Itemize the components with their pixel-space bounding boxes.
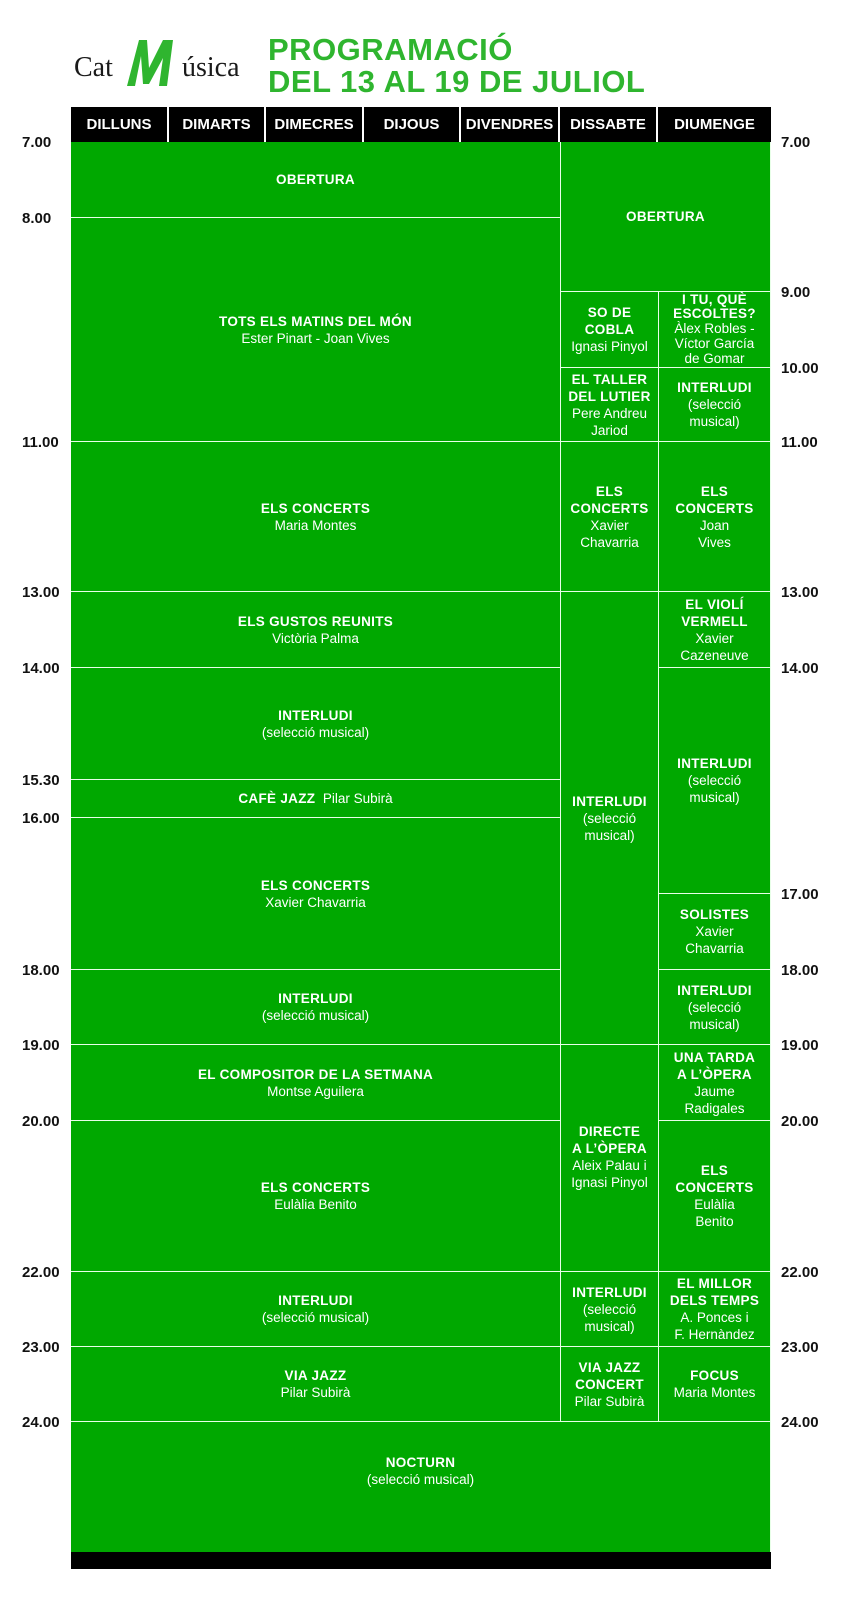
program-interludi-night [71, 1272, 561, 1347]
day-header-tuesday: DIMARTS [169, 107, 266, 142]
time-label-left: 11.00 [22, 434, 59, 451]
time-label-right: 24.00 [781, 1414, 819, 1431]
time-label-left: 18.00 [22, 962, 60, 979]
program-via-jazz-concert [561, 1347, 659, 1422]
program-host: (selecció musical) [687, 773, 742, 805]
time-label-left: 23.00 [22, 1339, 60, 1356]
logo-m-mark-icon [123, 32, 185, 92]
time-label-right: 14.00 [781, 660, 819, 677]
program-host: Eulàlia Benito [694, 1197, 735, 1229]
program-host: Aleix Palau i Ignasi Pinyol [571, 1158, 648, 1190]
day-header-thursday: DIJOUS [364, 107, 461, 142]
program-title: INTERLUDI [572, 1284, 647, 1300]
program-title: NOCTURN [385, 1455, 456, 1470]
day-header-wednesday: DIMECRES [266, 107, 364, 142]
day-header-monday: DILLUNS [71, 107, 169, 142]
program-interludi-saturday-night [561, 1272, 659, 1347]
program-title: ELS CONCERTS [675, 1163, 754, 1195]
program-el-violi-vermell [659, 592, 771, 668]
time-label-right: 22.00 [781, 1264, 819, 1281]
program-title: ELS CONCERTS [675, 483, 754, 516]
program-host: Àlex Robles - Víctor García de Gomar [674, 321, 755, 366]
program-host: Ignasi Pinyol [571, 339, 648, 354]
program-host: Pilar Subirà [574, 1393, 645, 1409]
program-host: Pilar Subirà [322, 791, 393, 806]
program-interludi-sunday-morning [659, 368, 771, 442]
program-title: VIA JAZZ CONCERT [575, 1359, 644, 1392]
program-host: Xavier Chavarria [580, 517, 639, 550]
program-title: INTERLUDI [677, 380, 752, 395]
program-obertura-weekend [561, 142, 771, 292]
program-title: INTERLUDI [278, 707, 353, 723]
program-nocturn [71, 1422, 771, 1552]
time-label-left: 14.00 [22, 660, 60, 677]
time-label-right: 18.00 [781, 962, 819, 979]
program-title: EL MILLOR DELS TEMPS [669, 1276, 760, 1308]
program-compositor-setmana [71, 1045, 561, 1121]
program-title: ELS GUSTOS REUNITS [237, 613, 394, 629]
page-title [268, 34, 645, 98]
program-title: OBERTURA [276, 172, 355, 187]
logo-text-musica: úsica [182, 52, 240, 83]
program-title: INTERLUDI [572, 793, 647, 809]
time-label-left: 24.00 [22, 1414, 60, 1431]
title-line-1: PROGRAMACIÓ [268, 32, 513, 67]
program-host: (selecció musical) [687, 999, 742, 1032]
program-host: Joan Vives [698, 517, 731, 550]
program-host: (selecció musical) [582, 810, 637, 843]
program-els-concerts-night [71, 1121, 561, 1272]
program-host: (selecció musical) [687, 397, 742, 429]
program-els-concerts-saturday [561, 442, 659, 592]
time-label-right: 9.00 [781, 284, 811, 301]
program-via-jazz [71, 1347, 561, 1422]
program-els-concerts-sunday-night [659, 1121, 771, 1272]
program-title: ELS CONCERTS [260, 877, 371, 893]
program-els-concerts-sunday-morning [659, 442, 771, 592]
program-title: SOLISTES [679, 907, 750, 922]
program-title: EL VIOLÍ VERMELL [681, 596, 748, 629]
time-label-right: 13.00 [781, 584, 819, 601]
program-title: I TU, QUÈ ESCOLTES? [673, 292, 756, 321]
time-label-left: 20.00 [22, 1113, 60, 1130]
time-label-right: 20.00 [781, 1113, 819, 1130]
program-title: INTERLUDI [278, 991, 353, 1006]
program-host: (selecció musical) [582, 1301, 637, 1334]
program-title: CAFÈ JAZZ [238, 791, 316, 806]
day-header-friday: DIVENDRES [461, 107, 560, 142]
program-host: Pilar Subirà [280, 1385, 351, 1400]
program-interludi-saturday-afternoon [561, 592, 659, 1045]
time-label-right: 19.00 [781, 1037, 819, 1054]
time-label-left: 22.00 [22, 1264, 60, 1281]
program-title: SO DE COBLA [584, 305, 635, 337]
time-label-left: 15.30 [22, 772, 60, 789]
program-title: INTERLUDI [677, 756, 752, 771]
program-title: FOCUS [690, 1368, 739, 1383]
program-els-concerts-morning [71, 442, 561, 592]
time-label-right: 23.00 [781, 1339, 819, 1356]
program-host: (selecció musical) [261, 1008, 370, 1023]
time-label-left: 8.00 [22, 210, 52, 227]
program-host: (selecció musical) [366, 1472, 475, 1487]
program-title: EL COMPOSITOR DE LA SETMANA [197, 1066, 434, 1082]
program-tots-els-matins [71, 218, 561, 442]
program-taller-lutier [561, 368, 659, 442]
program-host: Maria Montes [274, 517, 357, 533]
time-label-right: 10.00 [781, 360, 819, 377]
day-header-sunday: DIUMENGE [674, 116, 755, 133]
program-title: TOTS ELS MATINS DEL MÓN [219, 313, 412, 329]
program-host: Montse Aguilera [267, 1083, 364, 1099]
program-host: Jaume Radigales [684, 1083, 745, 1116]
program-una-tarda-opera [659, 1045, 771, 1121]
program-interludi-afternoon [71, 668, 561, 780]
program-title: DIRECTE A L’ÒPERA [572, 1124, 647, 1156]
program-host: Xavier Chavarria [685, 924, 744, 956]
program-title: INTERLUDI [278, 1293, 353, 1308]
program-interludi-evening [71, 970, 561, 1045]
program-host: (selecció musical) [261, 1310, 370, 1325]
program-title: UNA TARDA A L’ÒPERA [673, 1049, 756, 1082]
program-host: Maria Montes [673, 1385, 756, 1400]
program-host: Ester Pinart - Joan Vives [241, 330, 390, 346]
program-host: Pere Andreu Jariod [571, 405, 648, 438]
program-title: VIA JAZZ [284, 1368, 347, 1383]
program-so-de-cobla [561, 292, 659, 368]
program-directe-opera [561, 1045, 659, 1272]
time-label-right: 7.00 [781, 134, 811, 151]
program-title: ELS CONCERTS [260, 500, 371, 516]
program-els-gustos-reunits [71, 592, 561, 668]
schedule-grid [71, 142, 771, 1552]
program-host: Xavier Cazeneuve [680, 630, 749, 663]
program-cafe-jazz [71, 780, 561, 818]
program-host: Xavier Chavarria [265, 894, 366, 910]
time-label-left: 19.00 [22, 1037, 60, 1054]
program-el-millor-dels-temps [659, 1272, 771, 1347]
time-label-right: 17.00 [781, 886, 819, 903]
program-i-tu-que-escoltes [659, 292, 771, 368]
program-host: Victòria Palma [272, 630, 359, 646]
program-title: EL TALLER DEL LUTIER [568, 371, 651, 404]
program-host: Eulàlia Benito [274, 1197, 357, 1212]
program-host: (selecció musical) [261, 724, 370, 740]
program-host: A. Ponces i F. Hernàndez [674, 1310, 755, 1342]
program-els-concerts-afternoon [71, 818, 561, 970]
time-label-right: 11.00 [781, 434, 818, 451]
logo-text-cat: Cat [74, 52, 113, 83]
time-label-left: 16.00 [22, 810, 60, 827]
title-line-2: DEL 13 AL 19 DE JULIOL [268, 64, 646, 99]
day-header-saturday: DISSABTE [560, 107, 658, 142]
program-interludi-sunday-afternoon [659, 668, 771, 894]
program-focus [659, 1347, 771, 1422]
time-label-left: 13.00 [22, 584, 60, 601]
program-solistes [659, 894, 771, 970]
time-label-left: 7.00 [22, 134, 52, 151]
program-title: OBERTURA [626, 209, 705, 224]
program-title: ELS CONCERTS [570, 483, 649, 516]
program-interludi-sunday-evening [659, 970, 771, 1045]
program-title: INTERLUDI [677, 982, 752, 998]
catmusica-logo [70, 32, 250, 92]
program-title: ELS CONCERTS [260, 1180, 371, 1195]
bottom-bar [71, 1552, 771, 1569]
program-obertura-weekday [71, 142, 561, 218]
